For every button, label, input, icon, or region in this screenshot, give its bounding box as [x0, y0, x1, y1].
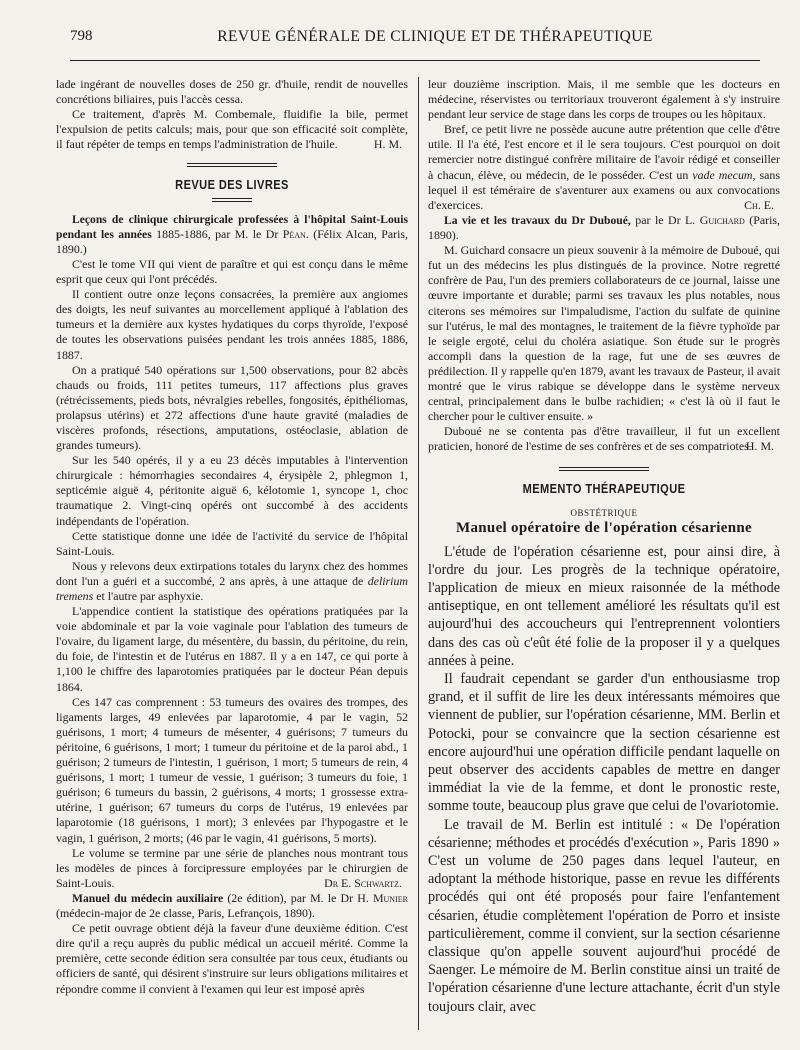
body-paragraph: Duboué ne se contenta pas d'être travailleur, il fut un excellent praticien, honoré de l'estime de ses confrères et de ses compatriotes. — [428, 424, 780, 454]
body-paragraph: Cette statistique donne une idée de l'activité du service de l'hôpital Saint-Louis. — [56, 528, 408, 558]
signature: H. M. — [745, 439, 774, 454]
body-paragraph: On a pratiqué 540 opérations sur 1,500 observations, pour 82 abcès chauds ou froids, 111 petites tumeurs, 117 affections plus graves (rétrécissements, pieds bots, névralgies rebelles, fongosités, épithéliomas, prolapsus utérins) et 272 affections d'une haute gravité (maladies de viscères profonds, résections, amputations, ostéoclasie, ablation de grandes tumeurs). — [56, 362, 408, 453]
body-paragraph: Ces 147 cas comprennent : 53 tumeurs des ovaires des trompes, des ligaments larges, 49 enlevées par laparotomie, 4 par le vagin, 52 guérisons, 1 mort; 4 tumeurs de mésenter, 4 guérisons; 7 tumeurs du péritoine, 6 guérisons, 1 mort; 1 tumeur du péritoine et de la paroi abd., 1 guérison; 2 tumeurs de l'intestin, 1 guérison, 1 mort; 5 tumeurs de rein, 4 guérisons, 1 mort; 1 tumeur de vessie, 1 guérison; 3 tumeurs du foie, 1 guérison; 6 tumeurs du bassin, 2 guérisons, 4 morts; 1 grossesse extra-utérine, 1 guérison; 67 tumeurs du corps de l'utérus, 19 enlevées par laparotomie (18 guérisons, 1 mort); 3 enlevées par l'hypogastre et le vagin, 1 guérison, 2 morts; (46 par le vagin, 41 guérisons, 5 morts). — [56, 694, 408, 845]
left-column — [56, 77, 408, 1032]
running-title: REVUE GÉNÉRALE DE CLINIQUE ET DE THÉRAPEUTIQUE — [217, 28, 653, 45]
book-author: Guichard — [699, 212, 745, 227]
book-title: La vie et les travaux du Dr Duboué, — [444, 213, 631, 227]
body-paragraph: M. Guichard consacre un pieux souvenir à la mémoire de Duboué, qui fut un des médecins les plus distingués de la province. Notre regretté confrère de Pau, l'un des premiers collaborateurs de ce journal, laisse une œuvre importante et durable; parmi ses travaux les plus notables, nous citerons ses mémoires sur l'impaludisme, l'action du sulfate de quinine sur l'utérus, le mal des montagnes, le traitement de la fièvre typhoïde par le seigle ergoté, celui du choléra asiatique. Son étude sur le progrès accompli dans la question de la rage, fut une de ses œuvres de prédilection. Il y rappelle qu'en 1879, avant les travaux de Pasteur, il avait montré que le virus rabique se développe dans le système nerveux central, principalement dans le bulbe rachidien; « c'est là où il faut le chercher pour le cultiver ensuite. » — [428, 243, 780, 424]
page-number: 798 — [70, 28, 93, 44]
body-paragraph: Nous y relevons deux extirpations totales du larynx chez des hommes dont l'un a guéri et a succombé, 2 ans après, à une attaque de delirium tremens et l'autre par asphyxie. — [56, 558, 408, 603]
body-paragraph: Bref, ce petit livre ne possède aucune autre prétention que celle d'être utile. Il l'a été, l'est encore et il le sera toujours. C'est pourquoi on doit remercier notre distingué confrère militaire de l'avoir rédigé et conseiller à chacun, élève, ou médecin, de le posséder. C'est un vade mecum, sans lequel il est téméraire de s'aventurer aux examens ou aux convocations d'exercices. — [428, 122, 780, 212]
section-separator — [212, 198, 252, 202]
body-paragraph: Il contient outre onze leçons consacrées, la première aux angiomes des doigts, les neuf suivantes au morcellement appliqué à l'ablation des tumeurs et la dernière aux kystes hydatiques du corps thyroïde, l'exposé de toutes les observations puisées pendant les trois années 1885, 1886, 1887. — [56, 287, 408, 362]
body-paragraph: C'est le tome VII qui vient de paraître et qui est conçu dans le même esprit que ceux qui l'ont précédés. — [56, 256, 408, 287]
subsection-label: OBSTÉTRIQUE — [570, 507, 638, 518]
signature: H. M. — [373, 137, 402, 152]
column-divider — [418, 77, 419, 1030]
section-separator — [187, 163, 277, 167]
intro-paragraph: lade ingérant de nouvelles doses de 250 gr. d'huile, rendit de nouvelles concrétions biliaires, puis l'accès cessa. — [56, 77, 408, 107]
article-paragraph: L'étude de l'opération césarienne est, pour ainsi dire, à l'ordre du jour. Les progrès de la technique opératoire, l'application de mieux en mieux raisonnée de la méthode antiseptique, en ont tellement amélioré les résultats qu'il est aujourd'hui des accoucheurs qui l'entreprennent volontiers dans des cas où c'eût été folie de la proposer il y a quelques années à peine. — [428, 543, 780, 669]
body-paragraph: Le volume se termine par une série de planches nous montrant tous les modèles de pinces à forcipressure employées par le chirurgien de Saint-Louis. — [56, 845, 408, 890]
book-author: Péan. — [282, 226, 309, 241]
body-paragraph: Ce petit ouvrage obtient déjà la faveur d'une deuxième édition. C'est dire qu'il a reçu auprès du public médical un accueil mérité. Comme la première, cette seconde édition sera consultée par tous ceux, étudiants ou officiers de santé, qui désirent s'instruire sur leurs obligations militaires et répondre comme il convient à l'examen qui leur est imposé après — [56, 921, 408, 996]
body-paragraph: Sur les 540 opérés, il y a eu 23 décès imputables à l'intervention chirurgicale : hémorrhagies secondaires 4, érysipèle 2, phlegmon 1, septicémie aiguë 4, péritonite aiguë 6, kélotomie 1, syncope 1, choc traumatique 2. Vingt-cinq opérés ont succombé à des accidents indépendants de l'opération. — [56, 453, 408, 528]
right-column — [428, 77, 780, 1032]
book-author: Munier — [372, 890, 408, 905]
article-paragraph: Le travail de M. Berlin est intitulé : « De l'opération césarienne; méthodes et procédés d'exécution », Paris 1890 » C'est un volume de 250 pages dans lequel l'auteur, en adoptant la méthode historique, passe en revue les différents procédés qui ont été proposés pour faire l'enfantement césarien, étudie complètement l'opération de Porro et insiste particulièrement, comme il convient, sur la section césarienne classique qu'on appelle souvent aujourd'hui procédé de Saenger. Le mémoire de M. Berlin constitue ainsi un traité de l'opération césarienne d'une lecture attachante, écrit d'un style toujours clair, avec — [428, 816, 780, 1015]
article-paragraph: Il faudrait cependant se garder d'un enthousiasme trop grand, et il suffit de lire les deux intéressants mémoires que viennent de publier, sur l'opération césarienne, MM. Berlin et Potocki, pour se convaincre que la section césarienne est encore aujourd'hui une opération difficile pendant laquelle on peut observer des accidents capables de mettre en danger immédiat la vie de la femme, et dont le pronostic reste, somme toute, beaucoup plus grave que celui de l'ovariotomie. — [428, 670, 780, 815]
memento-title: MEMENTO THÉRAPEUTIQUE — [522, 480, 686, 496]
section-title: REVUE DES LIVRES — [175, 176, 289, 192]
book-title: Leçons de clinique chirurgicale professées à l'hôpital Saint-Louis pendant les années — [56, 212, 408, 241]
book-entry: Leçons de clinique chirurgicale professées à l'hôpital Saint-Louis pendant les années 1885-1886, par M. le Dr Péan. (Félix Alcan, Paris, 1890.) — [56, 212, 408, 256]
signature: Ch. E. — [744, 197, 774, 212]
book-entry: Manuel du médecin auxiliaire (2e édition), par M. le Dr H. Munier (médecin-major de 2e classe, Paris, Lefrançois, 1890). — [56, 890, 408, 921]
body-paragraph: leur douzième inscription. Mais, il me semble que les docteurs en médecine, réservistes ou territoriaux trouveront également à s'y instruire pendant leur service de stage dans les corps de troupes ou les hôpitaux. — [428, 77, 780, 122]
section-separator — [559, 467, 649, 471]
article-title: Manuel opératoire de l'opération césarienne — [456, 519, 752, 536]
header-rule — [70, 60, 760, 61]
signature: Dr E. Schwartz. — [324, 875, 402, 890]
book-title: Manuel du médecin auxiliaire — [72, 891, 224, 905]
page-header — [70, 28, 760, 50]
body-paragraph: L'appendice contient la statistique des opérations pratiquées par la voie abdominale et par la voie vaginale pour l'ablation des tumeurs de l'ovaire, du ligament large, du mésentère, du bassin, du péritoine, du rein, du foie, de l'intestin et de l'utérus en 1887. Il y a en 147, ce qui porte à 1,100 le chiffre des laparotomies pratiquées par le docteur Péan depuis 1864. — [56, 604, 408, 694]
intro-paragraph: Ce traitement, d'après M. Combemale, fluidifie la bile, permet l'expulsion de petits calculs; mais, pour que son efficacité soit complète, il faut répéter de temps en temps l'administration de l'huile. — [56, 107, 408, 152]
book-entry: La vie et les travaux du Dr Duboué, par le Dr L. Guichard (Paris, 1890). — [428, 212, 780, 243]
